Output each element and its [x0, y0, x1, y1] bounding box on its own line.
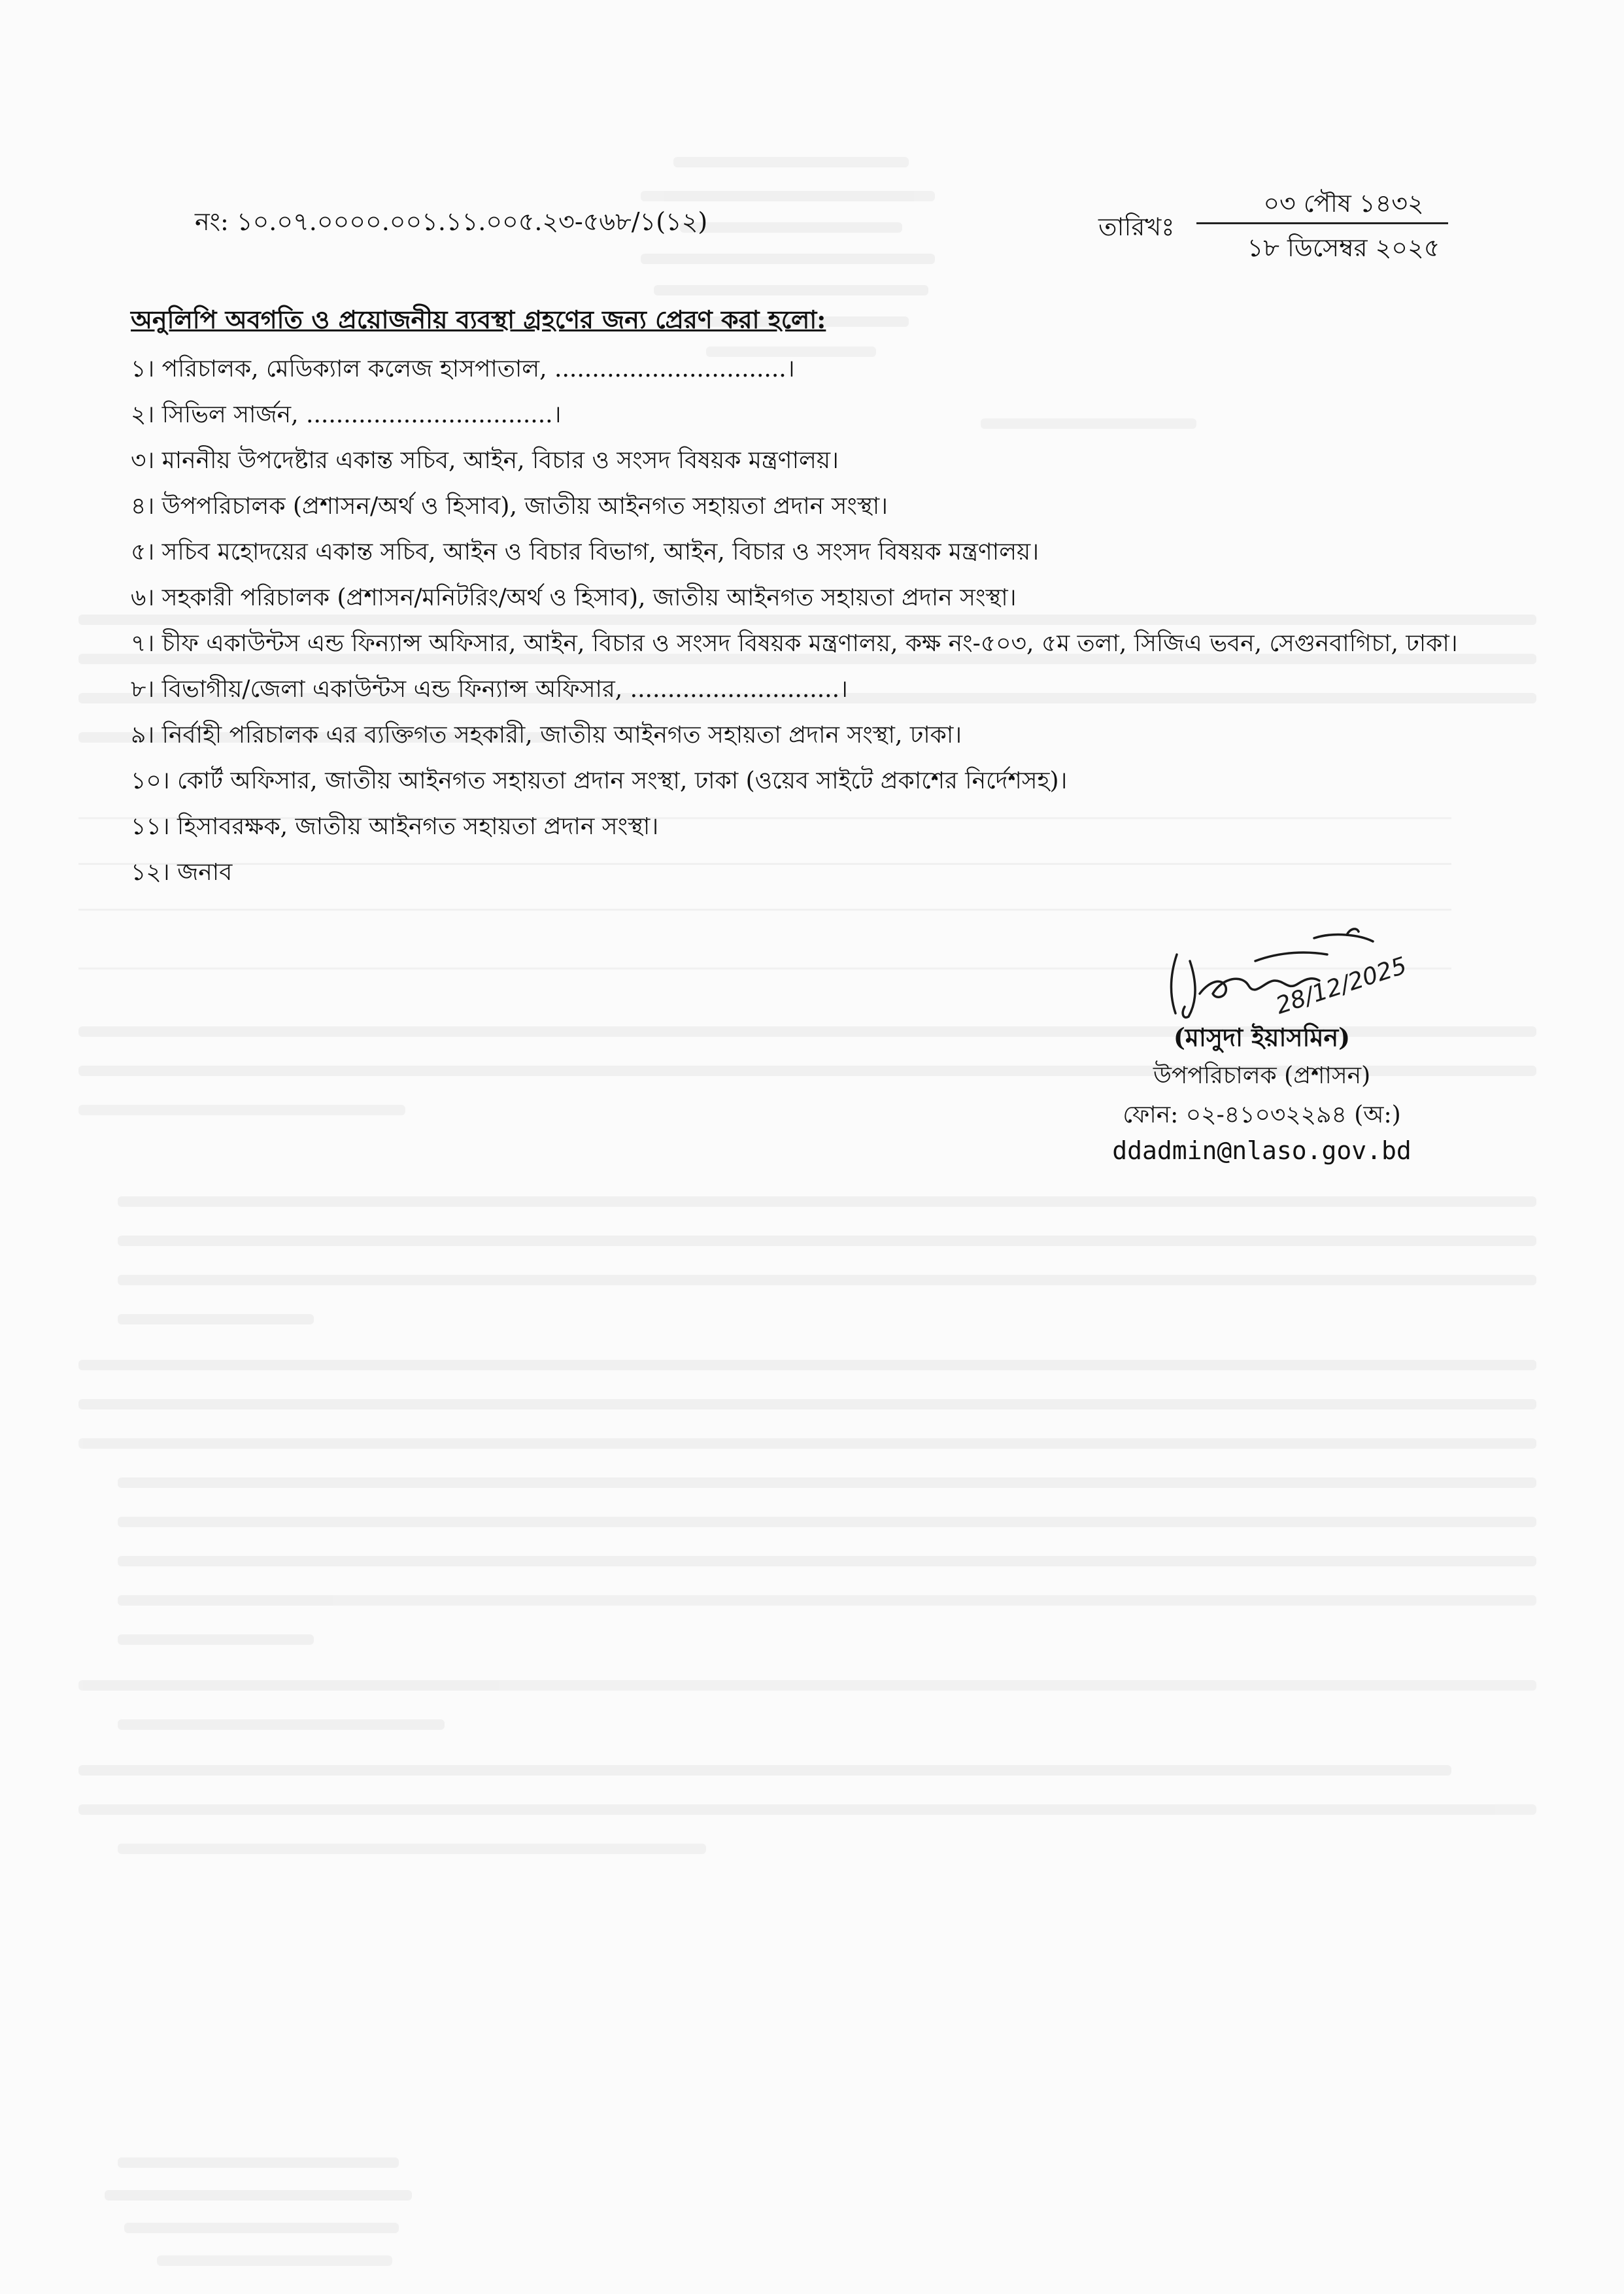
recipient-item: ৬। সহকারী পরিচালক (প্রশাসন/মনিটরিং/অর্থ ও হিসাব), জাতীয় আইনগত সহায়তা প্রদান সংস্থা।: [131, 584, 1017, 611]
recipient-item: ৪। উপপরিচালক (প্রশাসন/অর্থ ও হিসাব), জাতীয় আইনগত সহায়তা প্রদান সংস্থা।: [131, 493, 888, 520]
signatory-name: (মাসুদা ইয়াসমিন): [1173, 1022, 1351, 1052]
recipient-item: ১১। হিসাবরক্ষক, জাতীয় আইনগত সহায়তা প্রদান সংস্থা।: [131, 813, 659, 840]
recipient-item: ১। পরিচালক, মেডিক্যাল কলেজ হাসপাতাল, ...............................।: [131, 356, 795, 382]
memo-number: নং: ১০.০৭.০০০০.০০১.১১.০০৫.২৩-৫৬৮/১(১২): [195, 207, 708, 236]
signatory-designation: উপপরিচালক (প্রশাসন): [1153, 1062, 1371, 1089]
signatory-email: ddadmin@nlaso.gov.bd: [1112, 1136, 1412, 1165]
date-divider: [1196, 222, 1448, 224]
recipient-item: ১২। জনাব: [131, 859, 233, 886]
signatory-phone: ফোন: ০২-৪১০৩২২৯৪ (অ:): [1123, 1102, 1401, 1128]
recipient-item: ৯। নির্বাহী পরিচালক এর ব্যক্তিগত সহকারী, জাতীয় আইনগত সহায়তা প্রদান সংস্থা, ঢাকা।: [131, 722, 962, 749]
recipient-item: ৮। বিভাগীয়/জেলা একাউন্টস এন্ড ফিন্যান্স অফিসার, ............................।: [131, 676, 848, 703]
date-english: ১৮ ডিসেম্বর ২০২৫: [1247, 233, 1440, 262]
handwritten-signature: [1151, 915, 1425, 1026]
recipient-item: ৫। সচিব মহোদয়ের একান্ত সচিব, আইন ও বিচার বিভাগ, আইন, বিচার ও সংসদ বিষয়ক মন্ত্রণালয়।: [131, 539, 1040, 565]
copy-heading: অনুলিপি অবগতি ও প্রয়োজনীয় ব্যবস্থা গ্রহণের জন্য প্রেরণ করা হলো:: [131, 305, 826, 334]
date-label: তারিখঃ: [1098, 212, 1175, 241]
recipient-item: ৭। চীফ একাউন্টস এন্ড ফিন্যান্স অফিসার, আইন, বিচার ও সংসদ বিষয়ক মন্ত্রণালয়, কক্ষ নং-৫০৩, ৫ম তলা, সিজিএ ভবন, সেগুনবাগিচা, ঢাকা।: [131, 630, 1458, 657]
recipient-item: ২। সিভিল সার্জন, .................................।: [131, 401, 562, 428]
signature-date: 28/12/2025: [1272, 952, 1410, 1020]
date-bangla: ০৩ পৌষ ১৪৩২: [1263, 189, 1424, 218]
recipient-item: ১০। কোর্ট অফিসার, জাতীয় আইনগত সহায়তা প্রদান সংস্থা, ঢাকা (ওয়েব সাইটে প্রকাশের নির্দেশসহ)।: [131, 767, 1068, 794]
recipient-list: [131, 346, 1504, 896]
recipient-item: ৩। মাননীয় উপদেষ্টার একান্ত সচিব, আইন, বিচার ও সংসদ বিষয়ক মন্ত্রণালয়।: [131, 447, 839, 474]
